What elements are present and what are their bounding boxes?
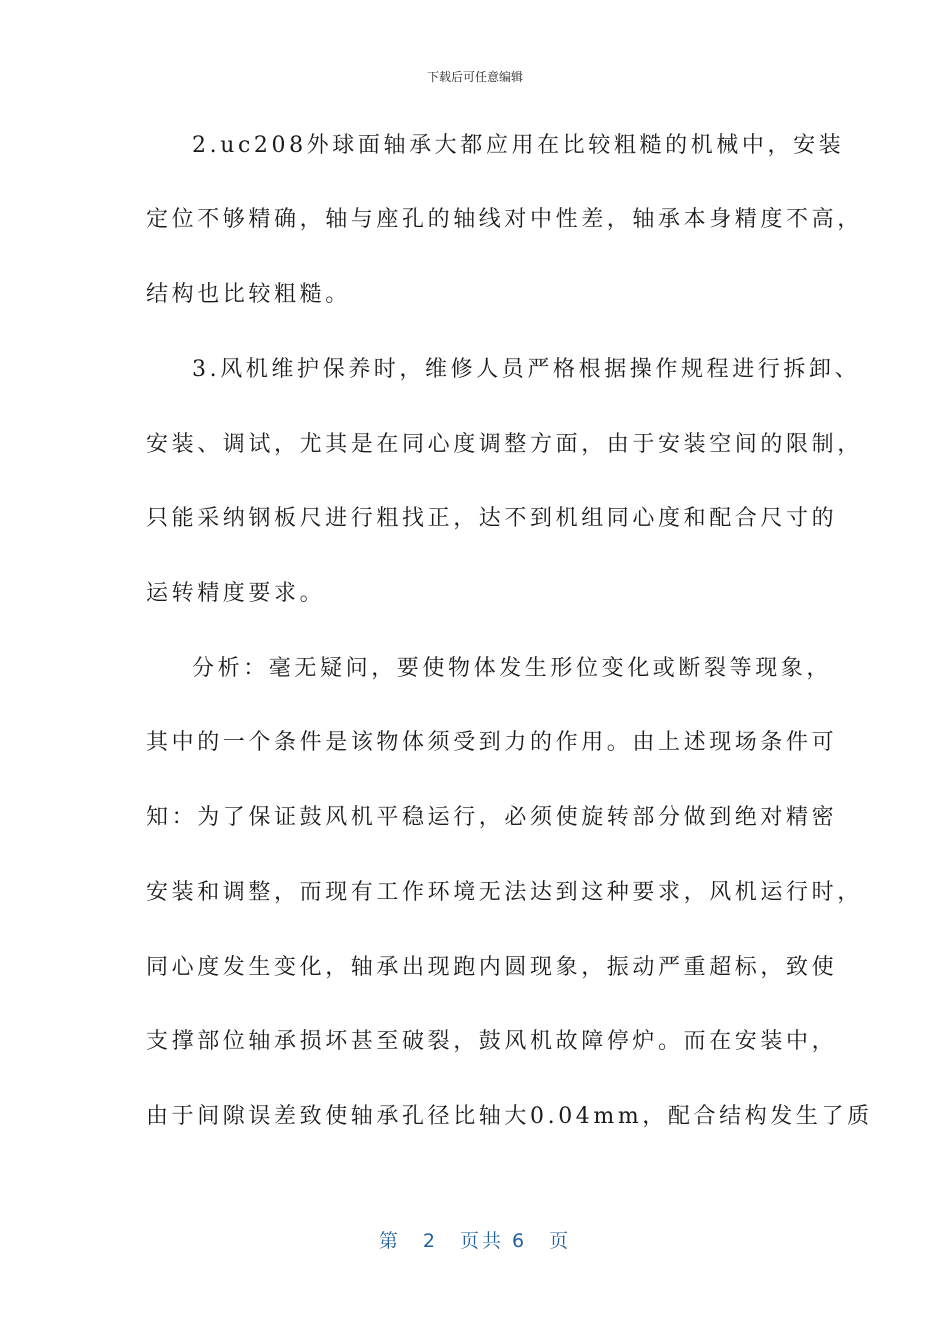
body-line: 结构也比较粗糙。	[146, 282, 351, 307]
page-footer	[0, 1226, 950, 1253]
body-line: 分析：毫无疑问，要使物体发生形位变化或断裂等现象，	[192, 656, 833, 681]
body-line: 只能采纳钢板尺进行粗找正，达不到机组同心度和配合尺寸的	[146, 506, 838, 531]
footer-middle: 页共	[459, 1230, 504, 1252]
footer-total-pages: 6	[512, 1230, 528, 1252]
body-line: 知：为了保证鼓风机平稳运行，必须使旋转部分做到绝对精密	[146, 805, 838, 830]
footer-current-page: 2	[422, 1230, 438, 1252]
body-line: 定位不够精确，轴与座孔的轴线对中性差，轴承本身精度不高，	[146, 207, 863, 232]
body-line: 2.uc208外球面轴承大都应用在比较粗糙的机械中，安装	[192, 133, 845, 158]
body-line: 同心度发生变化，轴承出现跑内圆现象，振动严重超标，致使	[146, 955, 838, 980]
body-line: 安装、调试，尤其是在同心度调整方面，由于安装空间的限制，	[146, 432, 863, 457]
body-line: 支撑部位轴承损坏甚至破裂，鼓风机故障停炉。而在安装中，	[146, 1029, 838, 1054]
footer-prefix: 第	[378, 1230, 401, 1252]
page-header: 下载后可任意编辑	[426, 70, 523, 84]
body-line: 3.风机维护保养时，维修人员严格根据操作规程进行拆卸、	[192, 357, 861, 382]
body-line: 其中的一个条件是该物体须受到力的作用。由上述现场条件可	[146, 730, 838, 755]
body-line: 安装和调整，而现有工作环境无法达到这种要求，风机运行时，	[146, 880, 863, 905]
footer-suffix: 页	[549, 1230, 572, 1252]
body-line: 由于间隙误差致使轴承孔径比轴大0.04mm，配合结构发生了质	[146, 1104, 873, 1129]
body-line: 运转精度要求。	[146, 581, 326, 606]
